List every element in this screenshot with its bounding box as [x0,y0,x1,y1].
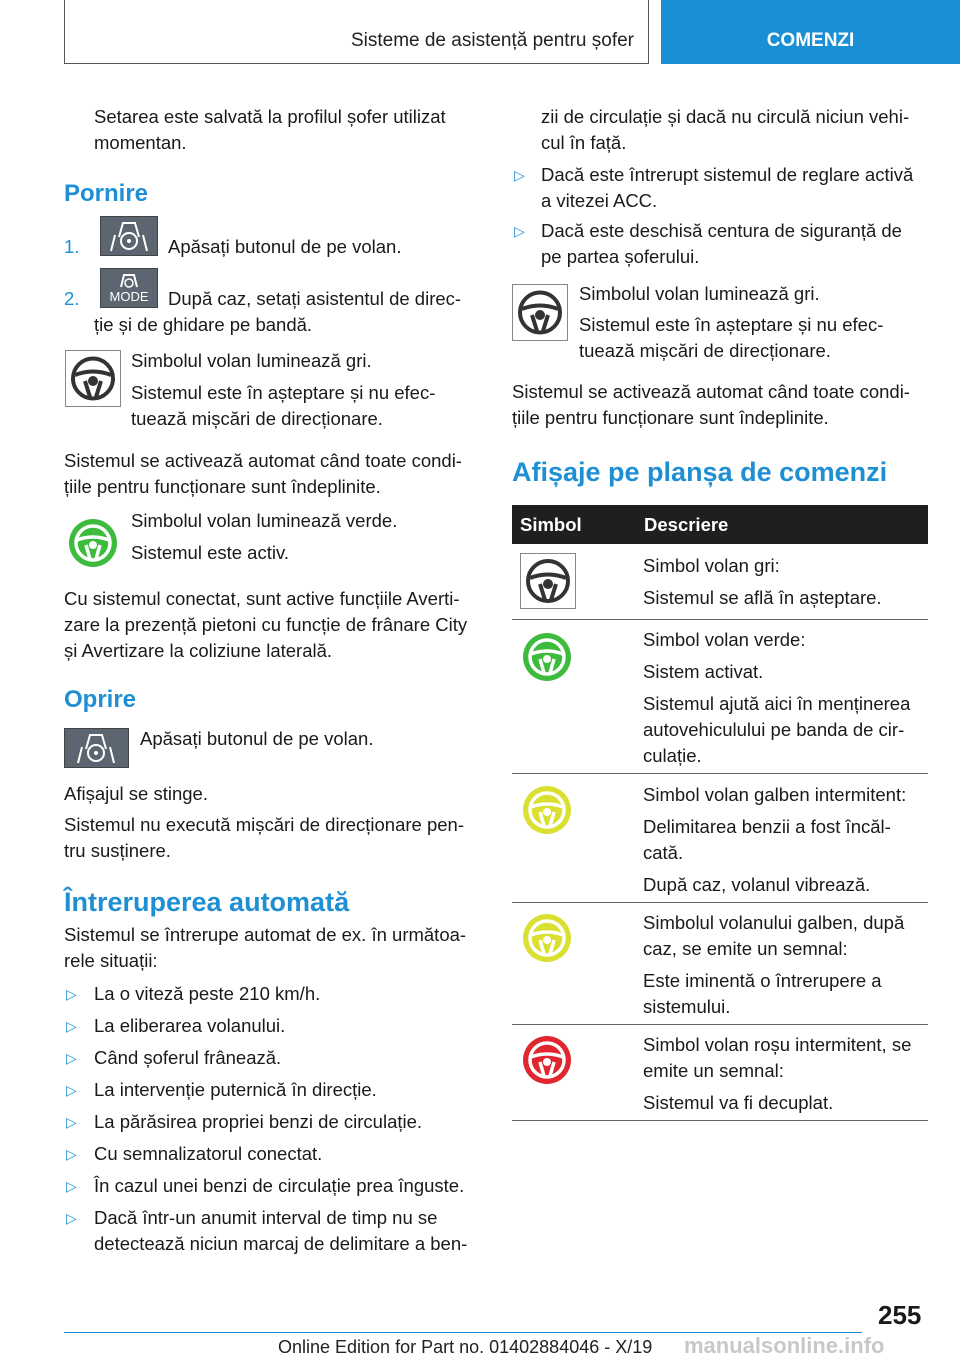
bullet-marker-icon: ▷ [66,1178,77,1194]
auto-activation-text: Sistemul se activează automat când toate condi- țiile pentru funcționare sunt îndeplinite. [64,450,462,497]
table-divider [512,619,928,620]
list-item: La părăsirea propriei benzi de circulație. [94,1111,423,1132]
gray-symbol-text-2: Sistemul este în așteptare și nu efec- tuează mișcări de direcționare. [131,382,436,429]
steering-wheel-green-icon [520,630,574,684]
gray-symbol-text-2: Sistemul este în așteptare și nu efec- tuează mișcări de direcționare. [579,314,884,361]
step1-text: Apăsați butonul de pe volan. [168,236,402,257]
watermark-logo: manualsonline.info [684,1333,885,1358]
steering-wheel-gray-icon [512,284,568,341]
bullet-marker-icon: ▷ [66,986,77,1002]
no-steer-text: Sistemul nu execută mișcări de direcționare pen- tru susținere. [64,814,464,861]
list-item: Dacă este deschisă centura de siguranță de pe partea șoferului. [541,220,902,267]
list-item: La intervenție puternică în direcție. [94,1079,377,1100]
lane-assist-button-icon [100,216,158,256]
pornire-heading: Pornire [64,180,149,207]
oprire-text: Apăsați butonul de pe volan. [140,728,374,749]
bullet-marker-icon: ▷ [66,1050,77,1066]
header-tab [64,0,649,64]
table-divider [512,1024,928,1025]
footer-edition: Online Edition for Part no. 01402884046 - X/19 [278,1337,653,1357]
table-header [512,505,928,544]
intrerupere-text: Sistemul se întrerupe automat de ex. în următoa- rele situații: [64,924,467,971]
bullet-marker-icon: ▷ [66,1210,77,1226]
green-symbol-text-1: Simbolul volan luminează verde. [131,510,398,531]
steering-wheel-gray-icon [65,350,121,407]
step1-number: 1. [64,236,80,257]
list-item: La o viteză peste 210 km/h. [94,983,321,1004]
table-row: Simbol volan galben intermitent: Delimitarea benzii a fost încăl- cată. După caz, volanul vibrează. [643,784,907,895]
connected-functions-text: Cu sistemul conectat, sunt active funcțiile Averti- zare la prezență pietoni cu funcție de frânare City și Avertizare la coliziune laterală. [64,588,468,661]
list-item: Când șoferul frânează. [94,1047,282,1068]
steering-wheel-yellow-icon [520,783,574,837]
table-divider [512,902,928,903]
gray-symbol-text-1: Simbolul volan luminează gri. [131,350,372,371]
table-divider [512,1120,928,1121]
gray-symbol-text-1: Simbolul volan luminează gri. [579,283,820,304]
steering-wheel-red-icon [520,1033,574,1087]
table-row: Simbol volan verde: Sistem activat. Sistemul ajută aici în menținerea autovehiculului pe banda de cir- culație. [643,629,911,766]
bullet-marker-icon: ▷ [514,223,525,239]
steering-wheel-gray-icon [520,553,576,609]
list-item: Dacă într-un anumit interval de timp nu se detectează niciun marcaj de delimitare a ben- [94,1207,468,1254]
green-symbol-text-2: Sistemul este activ. [131,542,289,563]
lane-assist-button-icon-stop [64,728,129,768]
afisaje-heading: Afișaje pe planșa de comenzi [512,457,888,487]
display-off-text: Afișajul se stinge. [64,783,208,804]
continued-bullet-text: zii de circulație și dacă nu circulă niciun vehi- cul în față. [541,106,910,153]
table-divider [512,773,928,774]
list-item: Cu semnalizatorul conectat. [94,1143,323,1164]
step2-text-line1: După caz, setați asistentul de direc- [168,288,462,309]
oprire-heading: Oprire [64,686,137,713]
bullet-marker-icon: ▷ [514,167,525,183]
steering-wheel-yellow-icon [520,911,574,965]
table-row: Simbol volan roșu intermitent, se emite un semnal: Sistemul va fi decuplat. [643,1034,912,1113]
list-item: Dacă este întrerupt sistemul de reglare activă a vitezei ACC. [541,164,914,211]
bullet-marker-icon: ▷ [66,1018,77,1034]
page-number: 255 [878,1300,922,1330]
bullet-marker-icon: ▷ [66,1146,77,1162]
intrerupere-heading: Întreruperea automată [64,887,350,917]
list-item: La eliberarea volanului. [94,1015,286,1036]
step2-text-line2: ție și de ghidare pe bandă. [94,314,313,335]
step2-number: 2. [64,288,80,309]
bullet-list [64,981,484,1271]
auto-activation-text: Sistemul se activează automat când toate condi- țiile pentru funcționare sunt îndeplinite. [512,381,910,428]
mode-button-icon [100,268,158,308]
list-item: În cazul unei benzi de circulație prea înguste. [94,1175,465,1196]
header-section: COMENZI [661,0,960,64]
header-title: Sisteme de asistență pentru șofer [350,30,634,51]
table-row: Simbolul volanului galben, după caz, se emite un semnal: Este iminentă o întrerupere a sistemului. [643,912,905,1017]
table-header-simbol: Simbol [520,514,582,535]
steering-wheel-green-icon [66,516,120,570]
bullet-marker-icon: ▷ [66,1114,77,1130]
table-row: Simbol volan gri: Sistemul se află în așteptare. [643,555,882,608]
mode-label: MODE [109,289,149,304]
intro-text: Setarea este salvată la profilul șofer utilizat momentan. [94,106,446,153]
bullet-marker-icon: ▷ [66,1082,77,1098]
table-header-descriere: Descriere [644,514,729,535]
